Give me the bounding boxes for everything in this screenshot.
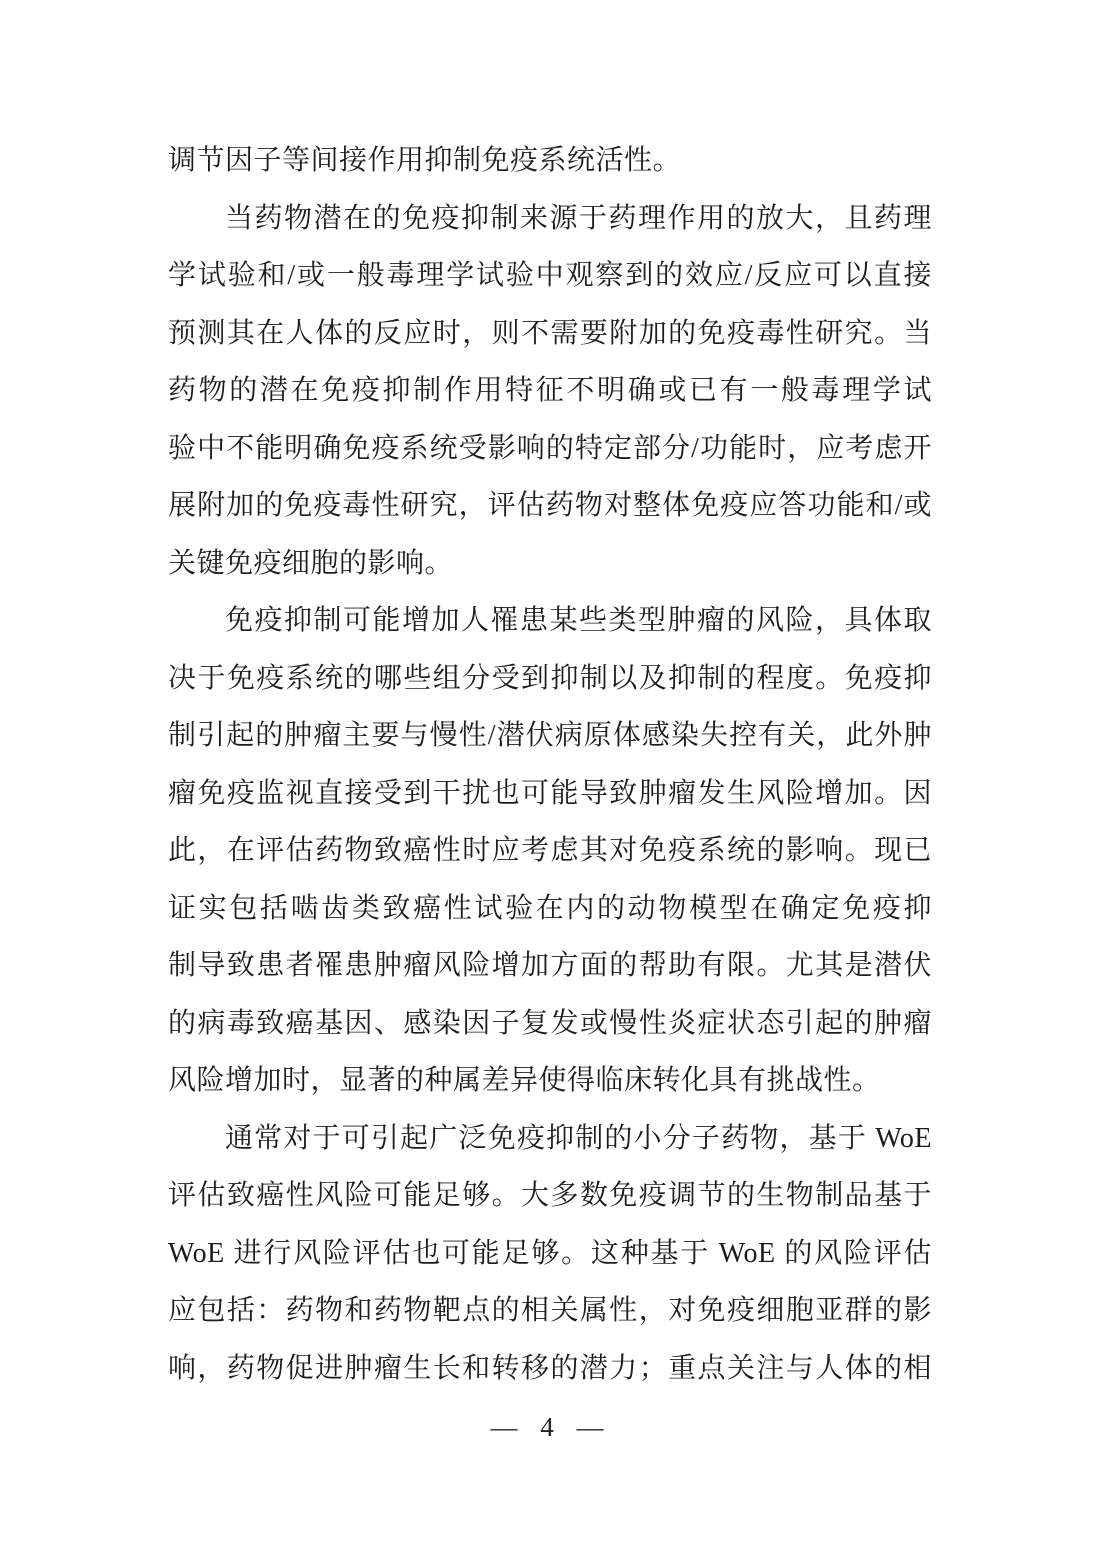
- text-line: 药物的潜在免疫抑制作用特征不明确或已有一般毒理学试: [168, 375, 932, 406]
- text-line: 关键免疫细胞的影响。: [168, 547, 454, 579]
- text-line: 风险增加时，显著的种属差异使得临床转化具有挑战性。: [168, 1065, 881, 1096]
- text-line: 学试验和/或一般毒理学试验中观察到的效应/反应可以直接: [168, 260, 932, 291]
- text-line: 展附加的免疫毒性研究，评估药物对整体免疫应答功能和/或: [168, 490, 932, 521]
- text-line: 调节因子等间接作用抑制免疫系统活性。: [168, 145, 682, 176]
- text-line: 证实包括啮齿类致癌性试验在内的动物模型在确定免疫抑: [168, 892, 932, 924]
- text-line: 响，药物促进肿瘤生长和转移的潜力；重点关注与人体的相: [168, 1352, 932, 1384]
- text-line: 瘤免疫监视直接受到干扰也可能导致肿瘤发生风险增加。因: [168, 777, 932, 809]
- page-footer: [0, 1397, 1102, 1457]
- text-line: 此，在评估药物致癌性时应考虑其对免疫系统的影响。现已: [168, 835, 932, 866]
- text-line: 应包括：药物和药物靶点的相关属性，对免疫细胞亚群的影: [168, 1295, 932, 1326]
- text-line: WoE 进行风险评估也可能足够。这种基于 WoE 的风险评估: [168, 1237, 932, 1269]
- text-line: 通常对于可引起广泛免疫抑制的小分子药物，基于 WoE: [225, 1122, 932, 1154]
- text-line: 制导致患者罹患肿瘤风险增加方面的帮助有限。尤其是潜伏: [168, 950, 932, 981]
- text-line: 决于免疫系统的哪些组分受到抑制以及抑制的程度。免疫抑: [168, 662, 932, 694]
- text-line: 预测其在人体的反应时，则不需要附加的免疫毒性研究。当: [168, 317, 932, 349]
- text-line: 免疫抑制可能增加人罹患某些类型肿瘤的风险，具体取: [225, 605, 932, 636]
- text-line: 验中不能明确免疫系统受影响的特定部分/功能时，应考虑开: [168, 432, 932, 464]
- page-number: — 4 —: [490, 1412, 612, 1442]
- document-body: [168, 132, 932, 1397]
- text-line: 制引起的肿瘤主要与慢性/潜伏病原体感染失控有关，此外肿: [168, 720, 932, 751]
- text-line: 的病毒致癌基因、感染因子复发或慢性炎症状态引起的肿瘤: [168, 1007, 932, 1039]
- text-line: 当药物潜在的免疫抑制来源于药理作用的放大，且药理: [225, 202, 932, 234]
- text-line: 评估致癌性风险可能足够。大多数免疫调节的生物制品基于: [168, 1180, 932, 1211]
